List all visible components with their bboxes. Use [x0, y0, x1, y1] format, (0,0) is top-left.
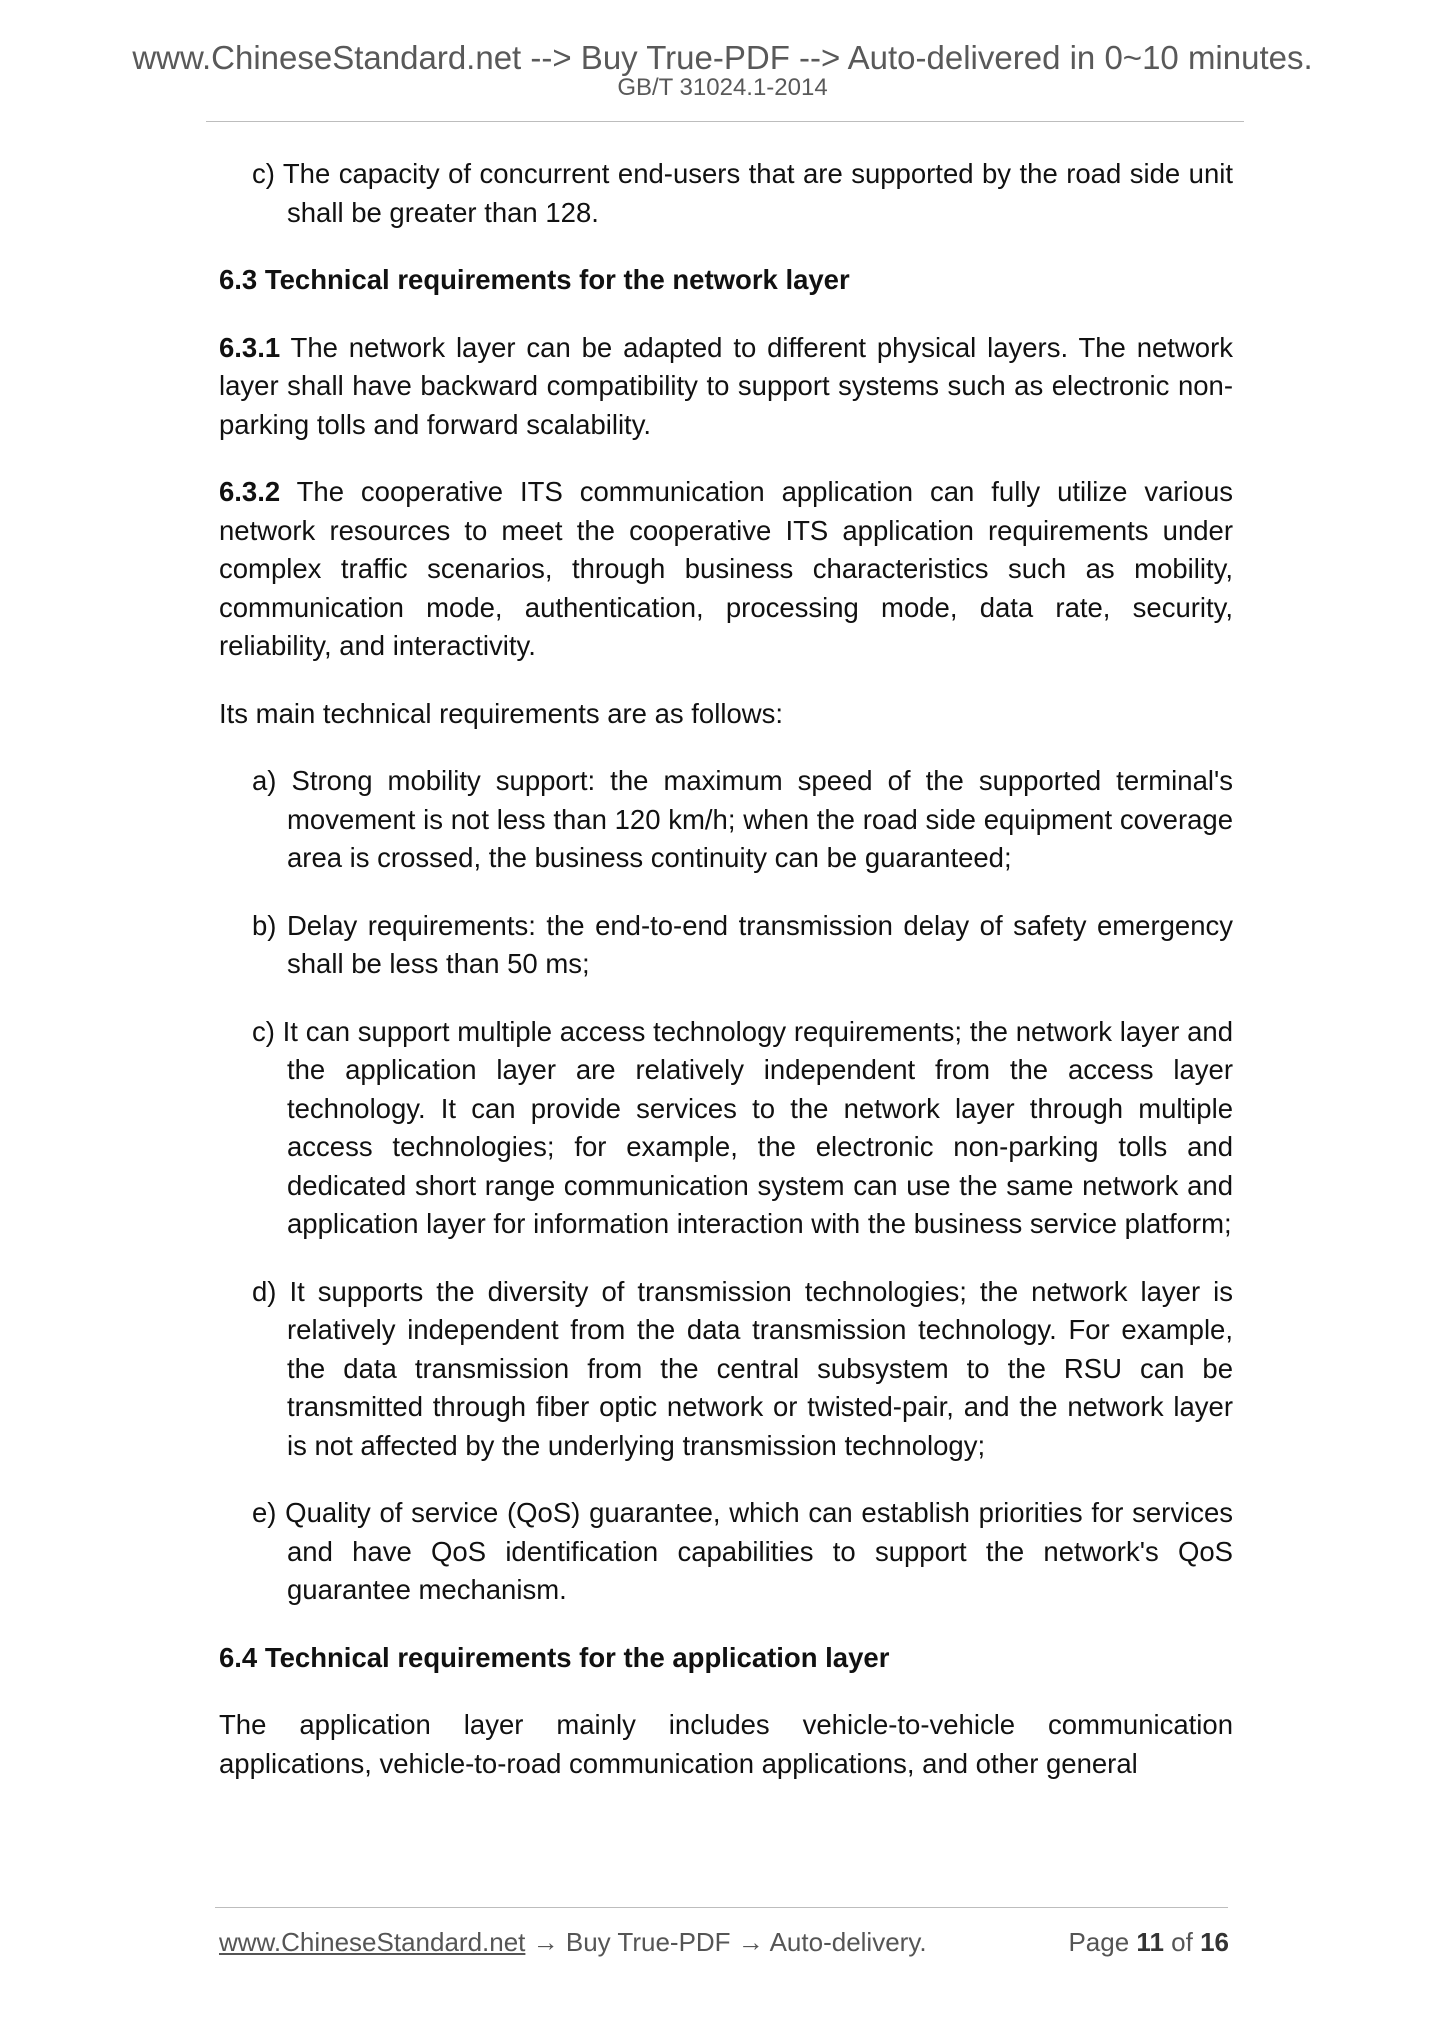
header-divider [206, 121, 1244, 122]
clause-text: The network layer can be adapted to different physical layers. The network layer shall have backward compatibility to support systems such as electronic non-parking tolls and forward scalability. [219, 331, 1233, 440]
clause-6-3-2 [219, 473, 1233, 666]
auto-delivery-text: Auto-delivery. [769, 1927, 927, 1957]
page-number [1068, 1922, 1229, 1962]
of-label: of [1171, 1927, 1193, 1957]
requirements-intro: Its main technical requirements are as follows: [219, 697, 783, 729]
paragraph-6-4: The application layer mainly includes vehicle-to-vehicle communication applications, vehicle-to-road communication applications, and other general [219, 1709, 1233, 1779]
clause-text: The cooperative ITS communication application can fully utilize various network resources to meet the cooperative ITS application requirements under complex traffic scenarios, through business characteristics such as mobility, communication mode, authentication, processing mode, data rate, security, reliability, and interactivity. [219, 476, 1233, 661]
list-item-b: b) Delay requirements: the end-to-end transmission delay of safety emergency shall be less than 50 ms; [252, 909, 1233, 979]
page-footer [219, 1922, 1229, 1962]
list-item-c-previous: c) The capacity of concurrent end-users that are supported by the road side unit shall be greater than 128. [252, 158, 1233, 228]
footer-divider [215, 1907, 1228, 1908]
list-item-d: d) It supports the diversity of transmission technologies; the network layer is relatively independent from the data transmission technology. For example, the data transmission from the central subsystem to the RSU can be transmitted through fiber optic network or twisted-pair, and the network layer is not affected by the underlying transmission technology; [252, 1275, 1233, 1461]
buy-text: Buy True-PDF [565, 1927, 731, 1957]
list-item-a: a) Strong mobility support: the maximum speed of the supported terminal's movement is not less than 120 km/h; when the road side equipment coverage area is crossed, the business continuity can be guaranteed; [252, 765, 1233, 873]
footer-links [219, 1922, 927, 1962]
clause-number: 6.3.2 [219, 476, 281, 507]
total-pages: 16 [1200, 1927, 1229, 1957]
section-heading-6-3: 6.3 Technical requirements for the network layer [219, 264, 850, 295]
document-id: GB/T 31024.1-2014 [617, 74, 828, 101]
section-heading-6-4: 6.4 Technical requirements for the application layer [219, 1641, 890, 1673]
clause-number: 6.3.1 [219, 331, 281, 363]
arrow-icon: → [730, 1927, 770, 1957]
website-link[interactable]: www.ChineseStandard.net [219, 1927, 526, 1957]
page-body [219, 155, 1233, 1812]
list-item-e: e) Quality of service (QoS) guarantee, which can establish priorities for services and have QoS identification capabilities to support the network's QoS guarantee mechanism. [252, 1497, 1233, 1605]
arrow-icon: → [525, 1927, 566, 1957]
current-page: 11 [1136, 1927, 1164, 1957]
top-banner: www.ChineseStandard.net --> Buy True-PDF --> Auto-delivered in 0~10 minutes. [132, 39, 1313, 76]
clause-6-3-1 [219, 329, 1233, 445]
page-label: Page [1068, 1927, 1130, 1957]
list-item-c: c) It can support multiple access technology requirements; the network layer and the application layer are relatively independent from the access layer technology. It can provide services to the network layer through multiple access technologies; for example, the electronic non-parking tolls and dedicated short range communication system can use the same network and application layer for information interaction with the business service platform; [252, 1015, 1233, 1239]
